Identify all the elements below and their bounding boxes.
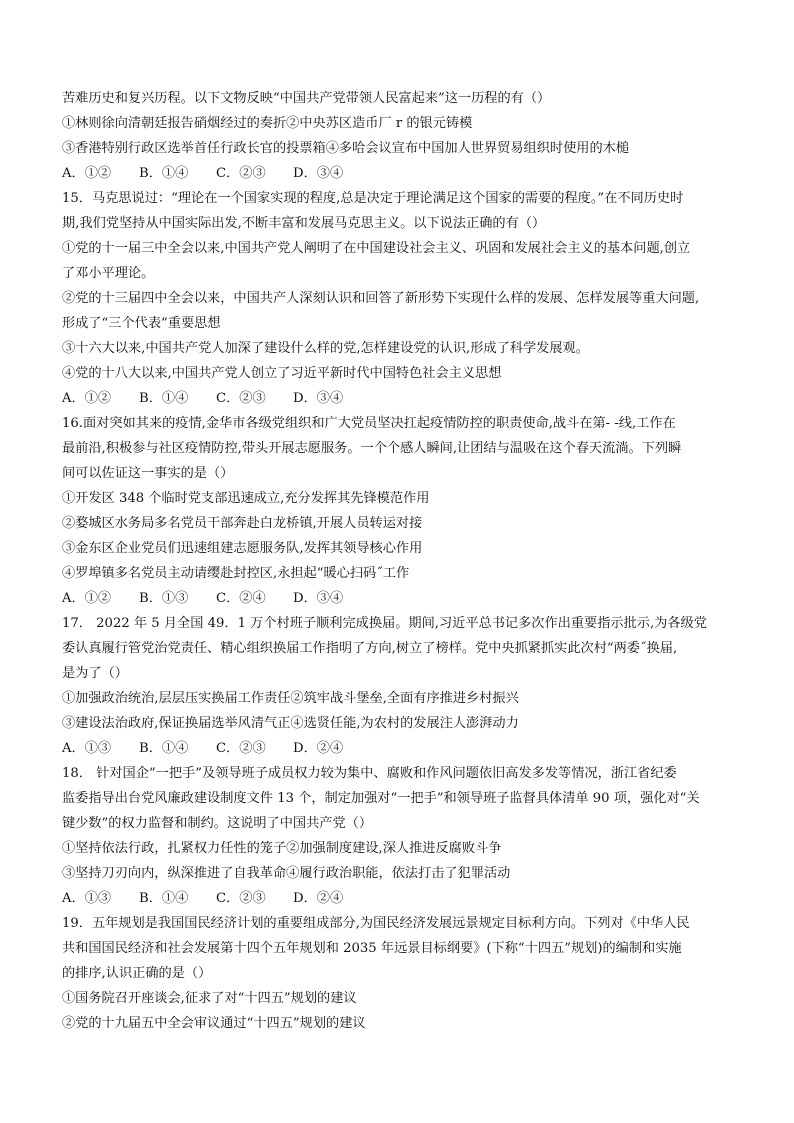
answer-item: ②党的十九届五中全会审议通过“十四五”规划的建议: [62, 1016, 366, 1031]
option-a: A．①③: [62, 891, 112, 906]
question-stem: 15．马克思说过：“理论在一个国家实现的程度,总是决定于理论满足这个国家的需要的程度。”在不同历史时: [62, 191, 684, 206]
answer-item: ①林则徐向清朝廷报告硝烟经过的奏折②中央苏区造币厂 r 的银元铸模: [62, 116, 473, 131]
answer-item: ①加强政治统治,层层压实换届工作责任②筑牢战斗堡垒,全面有序推进乡村振兴: [62, 691, 519, 706]
option-d: D．③④: [293, 166, 344, 181]
question-stem: 18． 针对国企“一把手”及领导班子成员权力较为集中、腐败和作风问题依旧高发多发等情况，浙江省纪委: [62, 766, 677, 781]
answer-options: [62, 586, 738, 611]
question-stem: 是为了（）: [62, 666, 128, 681]
answer-item: 了邓小平理论。: [62, 266, 155, 281]
answer-item: ③坚持刀刃向内，纵深推进了自我革命④履行政治职能，依法打击了犯罪活动: [62, 866, 511, 881]
answer-item: ①国务院召开座谈会,征求了对“十四五”规划的建议: [62, 991, 357, 1006]
option-a: A．①③: [62, 741, 112, 756]
option-d: D．②④: [293, 741, 344, 756]
answer-options: [62, 886, 738, 911]
option-c: C．②③: [216, 166, 266, 181]
question-stem: 的排序,认识正确的是（）: [62, 966, 212, 981]
question-stem: 16.面对突如其来的疫情,金华市各级党组织和广大党员坚决扛起疫情防控的职责使命,战斗在第- -线,工作在: [62, 416, 676, 431]
option-d: D．②④: [293, 891, 344, 906]
option-a: A．①②: [62, 391, 112, 406]
option-b: B．①④: [139, 166, 189, 181]
question-stem: 17． 2022 年 5 月全国 49．1 万个村班子顺利完成换届。期间,习近平总书记多次作出重要指示批示,为各级党: [62, 616, 707, 631]
option-c: C．②③: [216, 741, 266, 756]
answer-item: 形成了“三个代表”重要思想: [62, 316, 221, 331]
option-d: D．③④: [293, 591, 344, 606]
option-c: C．②③: [216, 391, 266, 406]
option-b: B．①③: [139, 591, 189, 606]
question-stem: 共和国国民经济和社会发展第十四个五年规划和 2035 年远景目标纲要》(下称“十四五”规划)的编制和实施: [62, 941, 682, 956]
answer-item: ④罗埠镇多名党员主动请缨赴封控区,永担起“暖心扫码˝工作: [62, 566, 410, 581]
question-stem: 苦难历史和复兴历程。以下文物反映“中国共产党带领人民富起来”这一历程的有（）: [62, 91, 551, 106]
option-d: D．③④: [293, 391, 344, 406]
option-b: B．①④: [139, 891, 189, 906]
answer-item: ③香港特别行政区选举首任行政长官的投票箱④多哈会议宣布中国加人世界贸易组织时使用的木槌: [62, 141, 630, 156]
answer-item: ②婺城区水务局多名党员干部奔赴白龙桥镇,开展人员转运对接: [62, 516, 423, 531]
question-stem: 委认真履行管党治党责任、精心组织换届工作指明了方向,树立了榜样。党中央抓紧抓实此次村“两委˝换届,: [62, 641, 678, 656]
option-b: B．①④: [139, 741, 189, 756]
option-a: A．①②: [62, 591, 112, 606]
answer-item: ④党的十八大以来,中国共产党人创立了习近平新时代中国特色社会主义思想: [62, 366, 502, 381]
question-stem: 间可以佐证这一事实的是（）: [62, 466, 234, 481]
option-a: A．①②: [62, 166, 112, 181]
question-19: [62, 911, 738, 1036]
answer-options: [62, 386, 738, 411]
answer-options: [62, 161, 738, 186]
option-b: B．①④: [139, 391, 189, 406]
question-stem: 监委指导出台党风廉政建设制度文件 13 个，制定加强对“一把手”和领导班子监督具体清单 90 项，强化对“关: [62, 791, 700, 806]
question-17: [62, 611, 738, 761]
question-stem: 19．五年规划是我国国民经济计划的重要组成部分,为国民经济发展远景规定目标利方向。下列对《中华人民: [62, 916, 690, 931]
question-18: [62, 761, 738, 911]
question-stem: 最前沿,积极参与社区疫情防控,带头开展志愿服务。一个个感人瞬间,让团结与温吸在这个春天流淌。下列瞬: [62, 441, 682, 456]
question-stem: 键少数”的权力监督和制约。这说明了中国共产党（）: [62, 816, 373, 831]
answer-item: ①开发区 348 个临时党支部迅速成立,充分发挥其先锋模范作用: [62, 491, 430, 506]
answer-item: ③金东区企业党员们迅速组建志愿服务队,发挥其领导核心作用: [62, 541, 423, 556]
answer-item: ①坚持依法行政，扎紧权力任性的笼子②加强制度建设,深人推进反腐败斗争: [62, 841, 502, 856]
option-c: C．②④: [216, 591, 266, 606]
question-16: [62, 411, 738, 611]
answer-options: [62, 736, 738, 761]
question-14: [62, 86, 738, 186]
option-c: C．②③: [216, 891, 266, 906]
question-15: [62, 186, 738, 411]
question-stem: 期,我们党坚持从中国实际出发,不断丰富和发展马克思主义。以下说法正确的有（）: [62, 216, 546, 231]
answer-item: ③十六大以来,中国共产党人加深了建设什么样的党,怎样建设党的认识,形成了科学发展观。: [62, 341, 589, 356]
document-page: [62, 86, 738, 1036]
answer-item: ②党的十三届四中全会以来，中国共产人深刻认识和回答了新形势下实现什么样的发展、怎样发展等重大问题,: [62, 291, 700, 306]
answer-item: ①党的十一届三中全会以来,中国共产党人阐明了在中国建设社会主义、巩固和发展社会主义的基本问题,创立: [62, 241, 691, 256]
answer-item: ③建设法治政府,保证换届选举风清气正④选贤任能,为农村的发展注人澎湃动力: [62, 716, 519, 731]
